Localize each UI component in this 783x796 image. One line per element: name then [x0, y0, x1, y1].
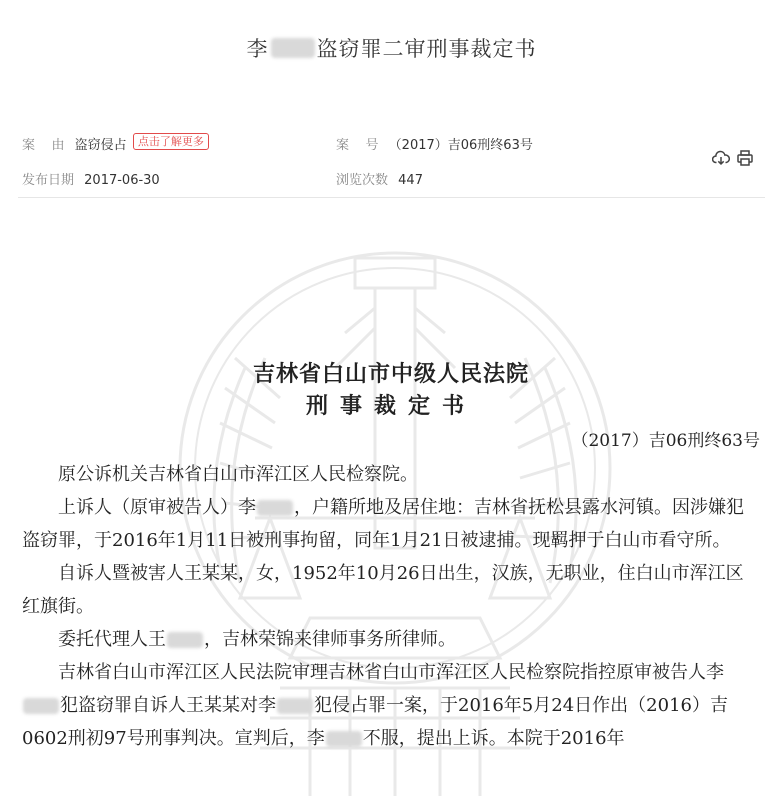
court-name: 吉林省白山市中级人民法院	[252, 362, 529, 387]
cause-label: 案 由	[22, 138, 65, 153]
meta-caseno	[336, 134, 533, 153]
header-divider	[18, 197, 765, 198]
title-suffix: 盗窃罪二审刑事裁定书	[316, 37, 537, 61]
paragraph-appellant	[22, 491, 760, 557]
views-value: 447	[398, 173, 423, 188]
paragraph-appellant-part-b: ，户籍所地及居住地：吉林省抚松县露水河镇。因涉嫌犯盗窃罪，于2016年1月11日被刑事拘留，同年1月21日被逮捕。现羁押于白山市看守所。	[22, 497, 744, 551]
cause-value: 盗窃侵占	[74, 138, 127, 153]
paragraph-agent-part-b: ，吉林荣锦来律师事务所律师。	[204, 629, 456, 650]
paragraph-prosecutor: 原公诉机关吉林省白山市浑江区人民检察院。	[58, 464, 418, 485]
paragraph-agent	[22, 623, 760, 656]
meta-views	[336, 169, 423, 188]
paragraph-procedure-part-b: 犯盗窃罪自诉人王某某对李	[60, 695, 276, 716]
paragraph-agent-part-a: 委托代理人王	[58, 629, 166, 650]
redacted-name	[271, 38, 315, 58]
download-icon[interactable]	[712, 149, 730, 167]
meta-date	[22, 169, 160, 188]
paragraph-procedure	[22, 656, 760, 755]
date-value: 2017-06-30	[84, 173, 160, 188]
document-body	[22, 360, 760, 755]
redacted-name	[257, 500, 293, 516]
print-icon[interactable]	[736, 149, 754, 167]
redacted-name	[277, 698, 313, 714]
title-prefix: 李	[246, 37, 269, 61]
paragraph-procedure-part-a: 吉林省白山市浑江区人民法院审理吉林省白山市浑江区人民检察院指控原审被告人李	[58, 662, 724, 683]
meta-cause	[22, 134, 209, 154]
views-label: 浏览次数	[336, 173, 389, 188]
document-case-number: （2017）吉06刑终63号	[571, 431, 760, 451]
paragraph-victim: 自诉人暨被害人王某某，女，1952年10月26日出生，汉族，无职业，住白山市浑江区红旗街。	[22, 563, 744, 617]
paragraph-procedure-part-d: 不服，提出上诉。本院于2016年	[362, 728, 625, 749]
redacted-name	[167, 632, 203, 648]
paragraph-appellant-part-a: 上诉人（原审被告人）李	[58, 497, 256, 518]
caseno-label: 案 号	[336, 138, 379, 153]
page-title	[0, 33, 783, 63]
caseno-value: （2017）吉06刑终63号	[388, 138, 533, 153]
redacted-name	[23, 698, 59, 714]
learn-more-tag[interactable]: 点击了解更多	[133, 133, 209, 150]
toolbar	[712, 149, 754, 167]
document-kind: 刑事裁定书	[305, 394, 476, 419]
date-label: 发布日期	[22, 173, 75, 188]
redacted-name	[326, 731, 362, 747]
paragraph-procedure-part-c: 犯侵占罪一案，于2016年5月24日作出（2016）吉0602刑初97号刑事判决。宣判后，李	[22, 695, 728, 749]
